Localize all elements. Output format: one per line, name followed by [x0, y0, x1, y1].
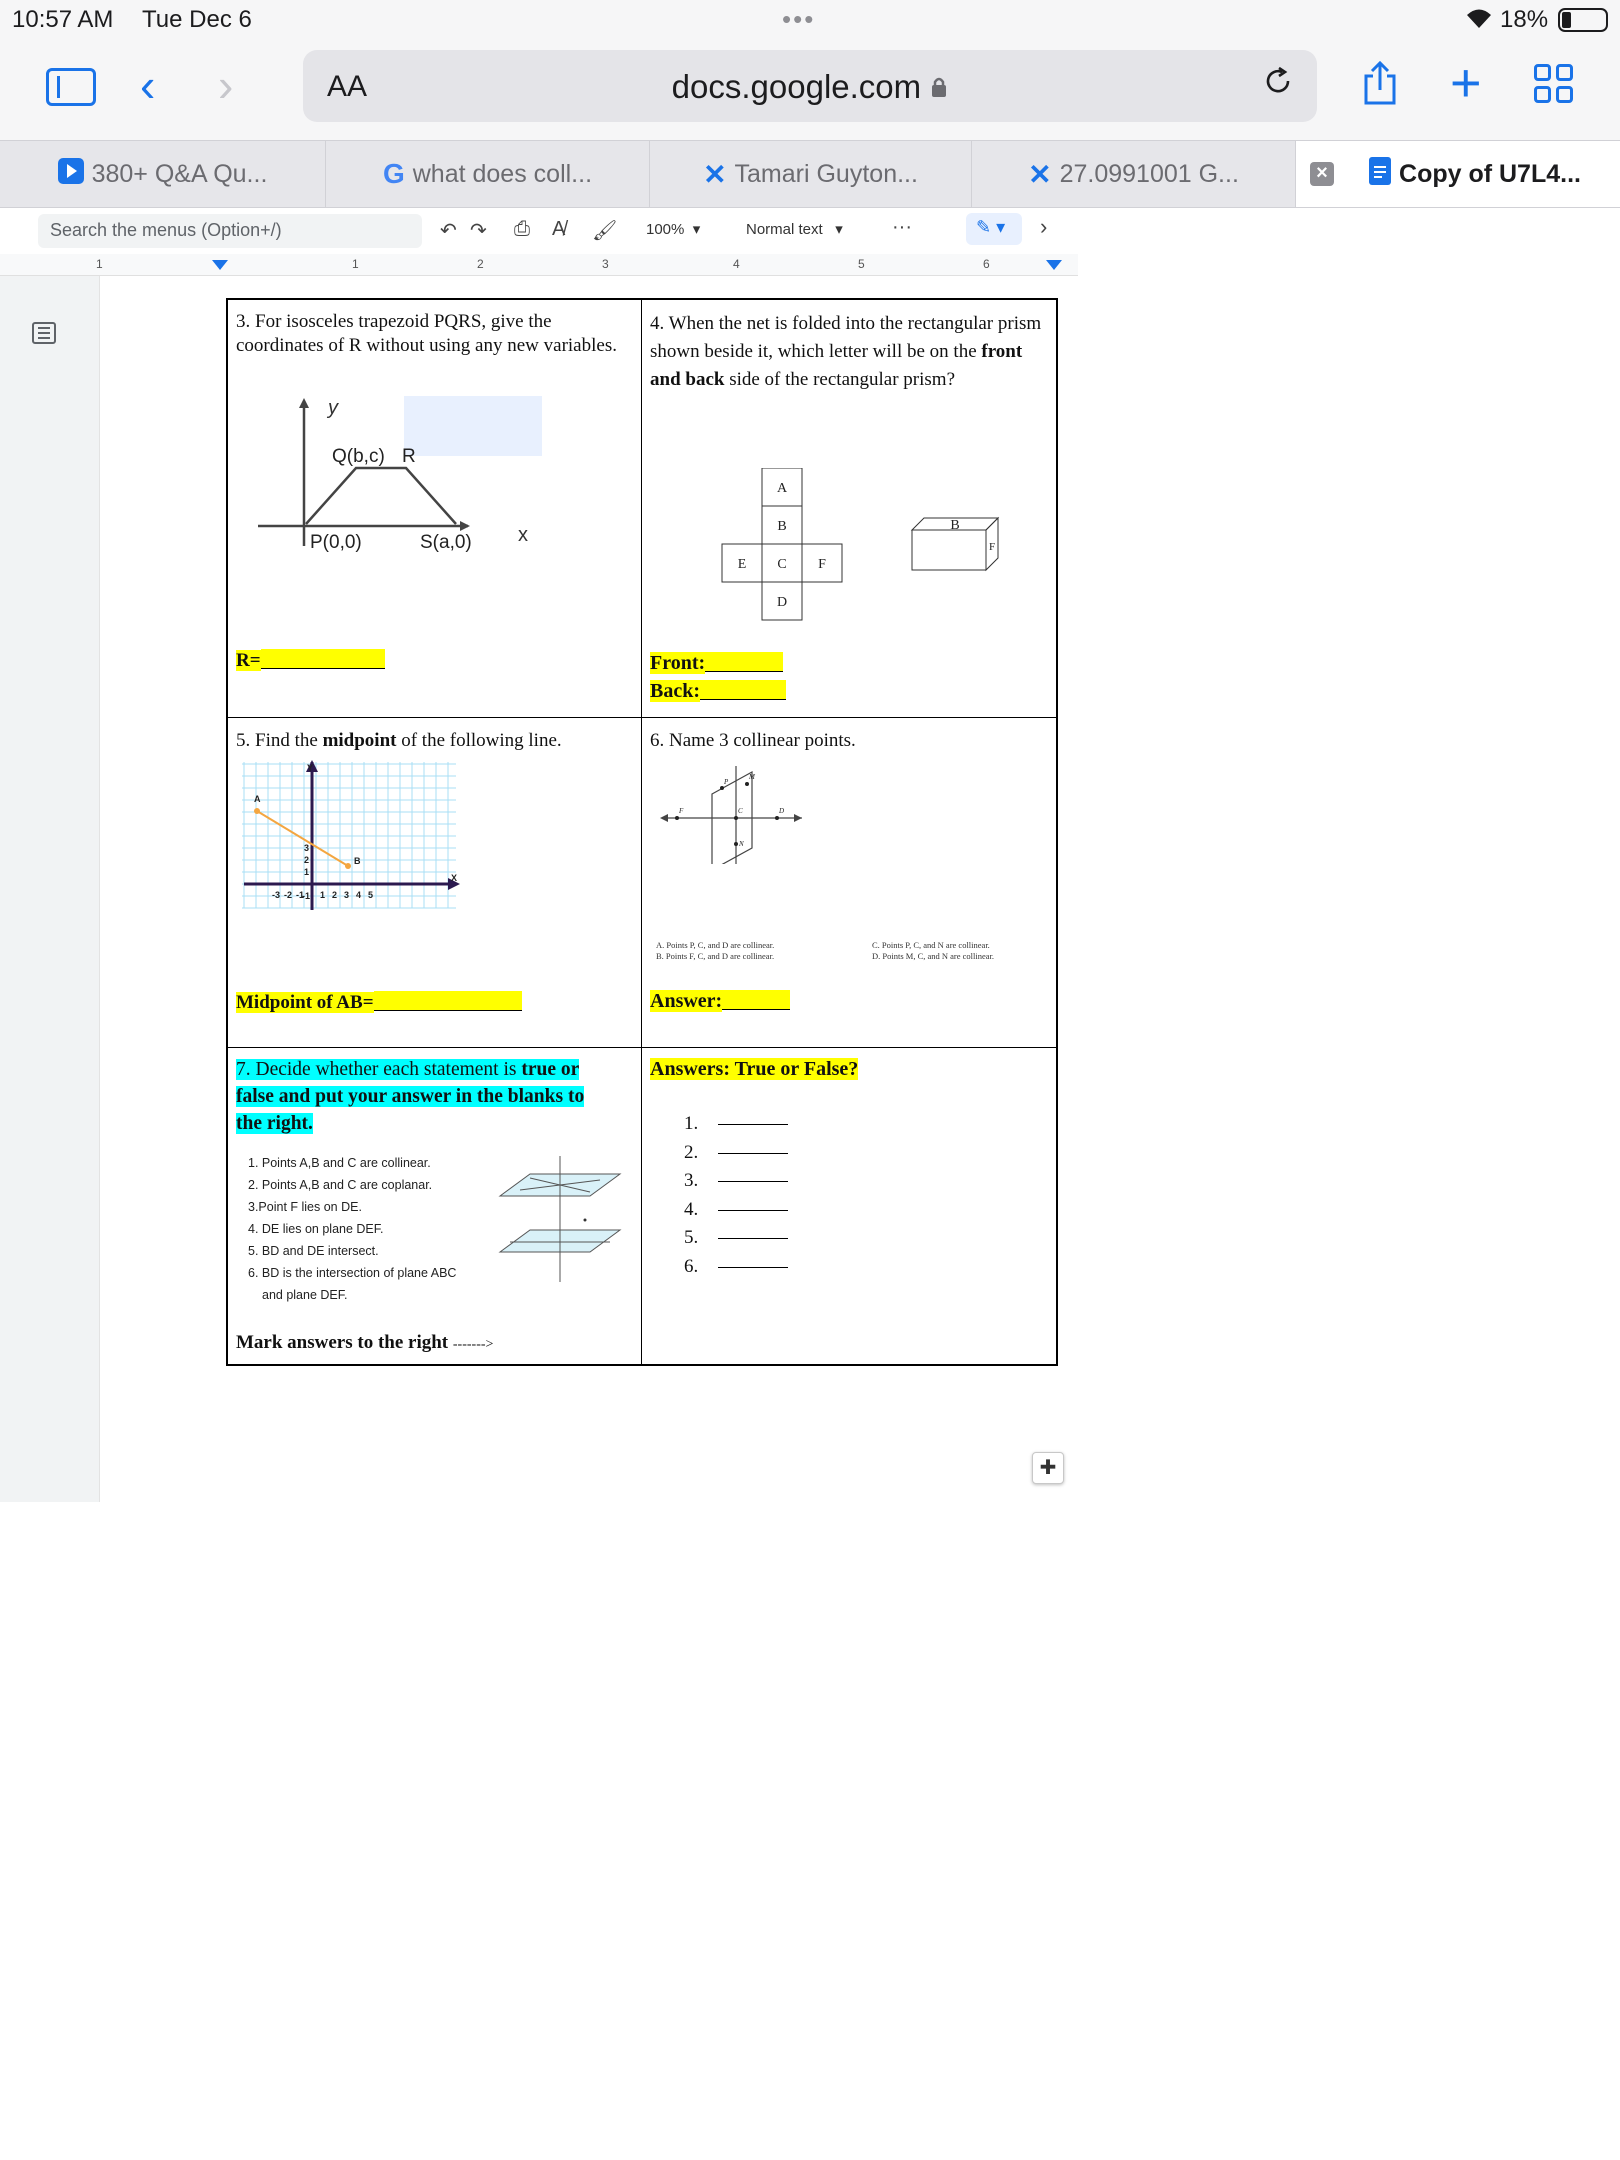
answers-cell	[642, 1048, 1058, 1366]
point-p-label: P	[724, 778, 729, 786]
axis-x-label: x	[518, 524, 528, 546]
tab-copy-u7l4[interactable]	[1296, 141, 1620, 207]
print-icon[interactable]: ⎙	[514, 218, 530, 240]
axis-y-label: y	[328, 397, 338, 419]
close-tab-icon[interactable]: ×	[1310, 162, 1334, 186]
midpoint-label: Midpoint of AB=	[236, 992, 374, 1013]
tab-label: what does coll...	[412, 159, 593, 188]
status-time: 10:57 AM	[12, 6, 114, 33]
y-tick-label: 1	[304, 867, 310, 877]
question-7-cell	[228, 1048, 642, 1366]
answers-title: Answers: True or False?	[650, 1058, 859, 1080]
back-answer-line	[650, 680, 786, 703]
graph-y-label: Y	[307, 763, 314, 773]
outline-icon[interactable]	[32, 322, 56, 344]
docs-toolbar	[0, 208, 1078, 254]
x-tick-label: 4	[356, 890, 362, 900]
point-q-label: Q(b,c)	[332, 446, 385, 467]
answer-blanks-list	[684, 1110, 788, 1281]
question-7-text: 7. Decide whether each statement is true or false and put your answer in the blanks to the right.	[236, 1059, 585, 1134]
address-bar[interactable]	[303, 50, 1317, 122]
two-planes-diagram	[490, 1156, 630, 1286]
ruler-number: 6	[983, 257, 990, 271]
share-icon[interactable]	[1360, 60, 1400, 113]
point-n-label: N	[739, 840, 744, 848]
question-4-cell	[642, 300, 1058, 718]
r-answer-label: R=	[236, 650, 261, 671]
point-a-dot	[254, 808, 260, 814]
statement-item: 5. BD and DE intersect.	[248, 1244, 379, 1258]
question-5-text: 5. Find the midpoint of the following line.	[236, 730, 562, 751]
status-bar	[0, 0, 1620, 40]
status-date: Tue Dec 6	[142, 6, 252, 33]
outline-panel	[0, 276, 100, 1502]
tab-qa[interactable]	[0, 141, 326, 207]
ruler-number: 3	[602, 257, 609, 271]
battery-icon	[1558, 8, 1608, 32]
new-tab-icon[interactable]: +	[1450, 53, 1482, 113]
answer-item[interactable]: 2.	[684, 1139, 788, 1168]
question-6-text: 6. Name 3 collinear points.	[650, 730, 856, 751]
net-letter-b: B	[777, 519, 787, 534]
option-list-right	[872, 940, 994, 962]
y-tick-label: 3	[304, 843, 310, 853]
answer-item[interactable]: 3.	[684, 1167, 788, 1196]
trapezoid-graph	[248, 396, 548, 596]
tab-27[interactable]	[972, 141, 1296, 207]
redo-icon[interactable]: ↷	[470, 220, 487, 242]
tab-bar	[0, 140, 1620, 208]
add-comment-icon[interactable]: ✚	[1032, 1452, 1064, 1484]
front-answer-line	[650, 652, 783, 675]
collinear-diagram	[652, 764, 852, 864]
docs-icon	[1369, 157, 1391, 192]
search-menus-input[interactable]: Search the menus (Option+/)	[38, 214, 422, 248]
zoom-select[interactable]: 100% ▾	[646, 221, 701, 238]
question-6-cell	[642, 718, 1058, 1048]
point-b-dot	[345, 863, 351, 869]
question-4-text: 4. When the net is folded into the rectangular prism shown beside it, which letter will be on the front and back side of the rectangular prism?	[650, 313, 1042, 390]
right-indent-marker[interactable]	[1046, 260, 1062, 270]
option-b[interactable]: B. Points F, C, and D are collinear.	[656, 951, 775, 961]
tab-overview-icon[interactable]	[1534, 64, 1574, 104]
answer-item[interactable]: 4.	[684, 1196, 788, 1225]
net-letter-c: C	[777, 557, 787, 572]
ruler[interactable]	[0, 254, 1078, 276]
y-tick-label: -1	[302, 891, 311, 901]
x-tick-label: 2	[332, 890, 338, 900]
reader-aa-button[interactable]: AA	[327, 70, 368, 103]
google-icon: G	[382, 158, 405, 189]
x-logo-icon: ✕	[1028, 158, 1052, 190]
tab-label: 27.0991001 G...	[1059, 159, 1239, 188]
lock-icon	[930, 76, 948, 98]
ruler-number: 1	[352, 257, 359, 271]
play-icon	[58, 158, 84, 191]
tab-label: Copy of U7L4...	[1399, 159, 1581, 188]
statement-item: 2. Points A,B and C are coplanar.	[248, 1178, 433, 1192]
reload-icon[interactable]	[1261, 64, 1295, 108]
option-list-left	[656, 940, 774, 962]
option-a[interactable]: A. Points P, C, and D are collinear.	[656, 940, 775, 950]
net-letter-a: A	[776, 481, 788, 496]
point-s-label: S(a,0)	[420, 532, 472, 553]
r-answer-blank[interactable]	[261, 649, 385, 669]
image-placeholder	[404, 396, 542, 456]
question-3-cell	[228, 300, 642, 718]
midpoint-answer-line	[236, 990, 522, 1015]
prism-letter-f: F	[988, 541, 996, 553]
ruler-number: 1	[96, 257, 103, 271]
back-answer-blank[interactable]	[700, 680, 786, 700]
ruler-number: 5	[858, 257, 865, 271]
tab-google-search[interactable]	[326, 141, 650, 207]
forward-icon[interactable]: ›	[218, 59, 234, 111]
option-d[interactable]: D. Points M, C, and N are collinear.	[872, 951, 995, 961]
point-f-label: F	[679, 807, 684, 815]
back-icon[interactable]: ‹	[140, 59, 156, 111]
point-c-label: C	[738, 807, 743, 815]
ruler-number: 4	[733, 257, 740, 271]
style-select[interactable]: Normal text ▾	[746, 221, 843, 238]
left-indent-marker[interactable]	[212, 260, 228, 270]
back-label: Back:	[650, 680, 700, 702]
paint-format-icon[interactable]: 🖌	[592, 220, 618, 242]
spellcheck-icon[interactable]: A̸	[552, 218, 566, 240]
editing-mode-button[interactable]: ✎ ▾	[966, 213, 1022, 245]
graph-x-label: X	[451, 873, 458, 883]
option-c[interactable]: C. Points P, C, and N are collinear.	[872, 940, 990, 950]
point-m-label: M	[749, 773, 755, 781]
answer-item[interactable]: 6.	[684, 1253, 788, 1282]
point-p-label: P(0,0)	[310, 532, 362, 553]
chevron-right-icon[interactable]: ›	[1040, 214, 1048, 239]
r-answer-line	[236, 648, 385, 673]
point-d-label: D	[779, 807, 785, 815]
point-a-label: A	[254, 794, 261, 804]
collinear-answer-blank[interactable]	[722, 990, 790, 1010]
tab-label: 380+ Q&A Qu...	[91, 159, 268, 188]
tab-tamari[interactable]	[650, 141, 972, 207]
x-tick-label: 3	[344, 890, 350, 900]
statement-item: 4. DE lies on plane DEF.	[248, 1222, 384, 1236]
worksheet-table	[226, 298, 1058, 1366]
front-answer-blank[interactable]	[705, 652, 783, 672]
browser-toolbar	[0, 40, 1620, 140]
prism-letter-b: B	[950, 518, 960, 533]
x-logo-icon: ✕	[703, 158, 727, 190]
undo-icon[interactable]: ↶	[440, 220, 457, 242]
ruler-number: 2	[477, 257, 484, 271]
x-tick-label: -1	[296, 890, 305, 900]
multitasking-dots[interactable]: •••	[782, 4, 816, 34]
x-tick-label: 1	[320, 890, 326, 900]
battery-percentage: 18%	[1500, 6, 1549, 33]
x-tick-label: -3	[272, 890, 281, 900]
net-letter-f: F	[818, 557, 826, 572]
collinear-answer-line	[650, 990, 790, 1013]
statement-item: 3.Point F lies on DE.	[248, 1200, 362, 1214]
statement-item: 6. BD is the intersection of plane ABC	[248, 1266, 457, 1280]
answer-item[interactable]: 1.	[684, 1110, 788, 1139]
net-letter-e: E	[737, 557, 747, 572]
sidebar-icon[interactable]	[46, 68, 96, 106]
midpoint-answer-blank[interactable]	[374, 991, 522, 1011]
point-r-label: R	[402, 446, 416, 467]
midpoint-graph	[240, 760, 460, 920]
tab-label: Tamari Guyton...	[734, 159, 918, 188]
question-3-text: 3. For isosceles trapezoid PQRS, give the coordinates of R without using any new variables.	[236, 311, 617, 356]
more-options-icon[interactable]: ···	[892, 216, 912, 238]
trapezoid-pqrs	[306, 468, 456, 524]
wifi-icon	[1464, 6, 1494, 36]
statement-item: and plane DEF.	[262, 1288, 348, 1302]
x-tick-label: 5	[368, 890, 374, 900]
net-letter-d: D	[776, 595, 788, 610]
answer-item[interactable]: 5.	[684, 1224, 788, 1253]
statement-list	[248, 1152, 456, 1306]
url-text: docs.google.com	[303, 68, 1317, 106]
prism-net-diagram	[682, 468, 1012, 638]
y-tick-label: 2	[304, 855, 310, 865]
front-label: Front:	[650, 652, 706, 674]
collinear-answer-label: Answer:	[650, 990, 723, 1012]
point-b-label: B	[354, 856, 361, 866]
x-tick-label: -2	[284, 890, 293, 900]
question-5-cell	[228, 718, 642, 1048]
mark-answers-footer: Mark answers to the right ------->	[236, 1332, 494, 1353]
statement-item: 1. Points A,B and C are collinear.	[248, 1156, 431, 1170]
